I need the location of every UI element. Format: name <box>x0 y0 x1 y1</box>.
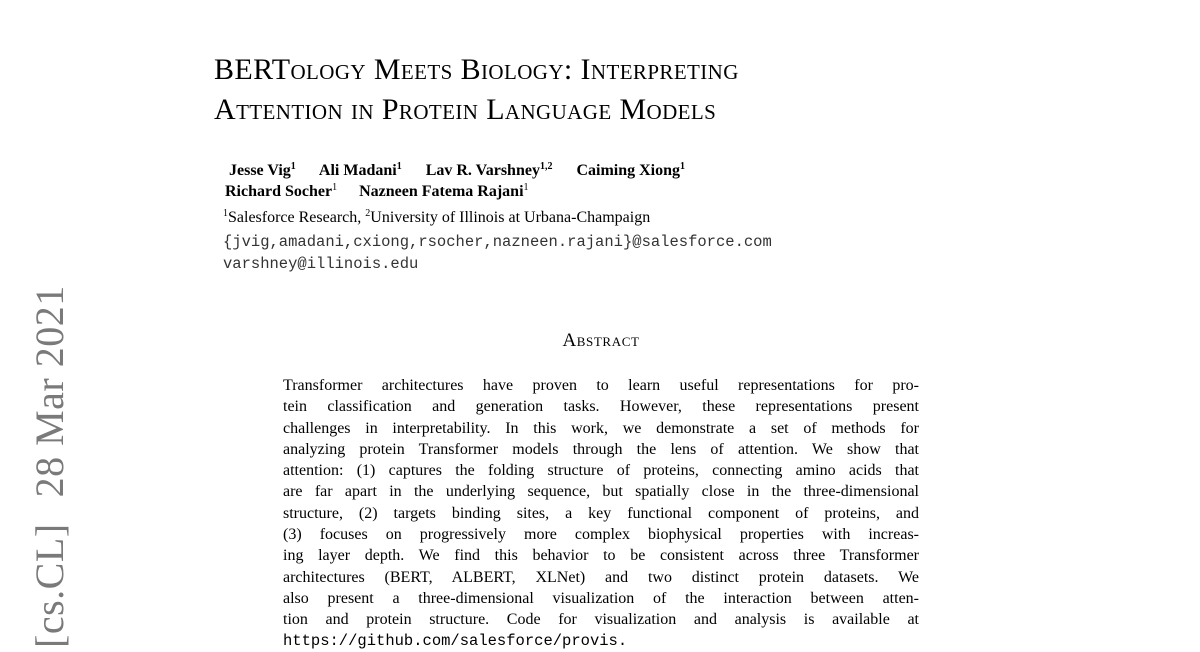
arxiv-date: 28 Mar 2021 <box>27 285 72 498</box>
author-list <box>225 160 705 202</box>
paper-title-line-2: Attention in Protein Language Models <box>214 93 717 126</box>
author-name: Nazneen Fatema Rajani$^1$ <box>359 182 529 200</box>
author-emails <box>223 231 772 275</box>
arxiv-category: [cs.CL] <box>27 523 72 648</box>
abstract-line: architectures (BERT, ALBERT, XLNet) and two distinct protein datasets. We <box>283 568 919 586</box>
abstract-line: challenges in interpretability. In this work, we demonstrate a set of methods for <box>283 419 919 437</box>
affiliation-salesforce: Salesforce Research, <box>228 209 366 226</box>
abstract-line: tion and protein structure. Code for visualization and analysis is available at <box>283 611 919 629</box>
abstract-line: structure, (2) targets binding sites, a key functional component of proteins, and <box>283 504 919 522</box>
email-line-1: {jvig,amadani,cxiong,rsocher,nazneen.rajani}@salesforce.com <box>223 233 772 251</box>
abstract-line: are far apart in the underlying sequence, but spatially close in the three-dimensional <box>283 483 919 501</box>
abstract-line: (3) focuses on progressively more complex biophysical properties with increas- <box>283 526 919 544</box>
abstract-line: tein classification and generation tasks. However, these representations present <box>283 398 919 416</box>
author-name: Caiming Xiong$^1$ <box>576 161 686 179</box>
author-name: Ali Madani$^1$ <box>318 161 402 179</box>
author-row-2 <box>225 181 705 202</box>
abstract-body <box>283 375 919 652</box>
abstract-heading: Abstract <box>562 330 640 351</box>
abstract-line: Transformer architectures have proven to learn useful representations for pro- <box>283 377 919 394</box>
abstract-line: attention: (1) captures the folding structure of proteins, connecting amino acids that <box>283 462 919 480</box>
code-repository-link[interactable]: https://github.com/salesforce/provis. <box>283 631 628 650</box>
abstract-line: ing layer depth. We find this behavior to be consistent across three Transformer <box>283 547 919 565</box>
paper-title-line-1: BERTology Meets Biology: Interpreting <box>214 53 739 86</box>
affiliation-illinois: University of Illinois at Urbana-Champaign <box>370 209 651 226</box>
email-line-2: varshney@illinois.edu <box>223 255 419 273</box>
abstract-line: analyzing protein Transformer models through the lens of attention. We show that <box>283 440 919 458</box>
abstract-line: also present a three-dimensional visualization of the interaction between atten- <box>283 589 919 607</box>
author-name: Jesse Vig$^1$ <box>229 161 296 179</box>
author-name: Richard Socher$^1$ <box>225 182 338 200</box>
paper-title <box>214 50 739 130</box>
affiliations: $^1$Salesforce Research, $^2$University of Illinois at Urbana-Champaign <box>223 208 651 226</box>
author-row-1 <box>229 160 705 181</box>
author-name: Lav R. Varshney$^{1,2}$ <box>425 161 553 179</box>
